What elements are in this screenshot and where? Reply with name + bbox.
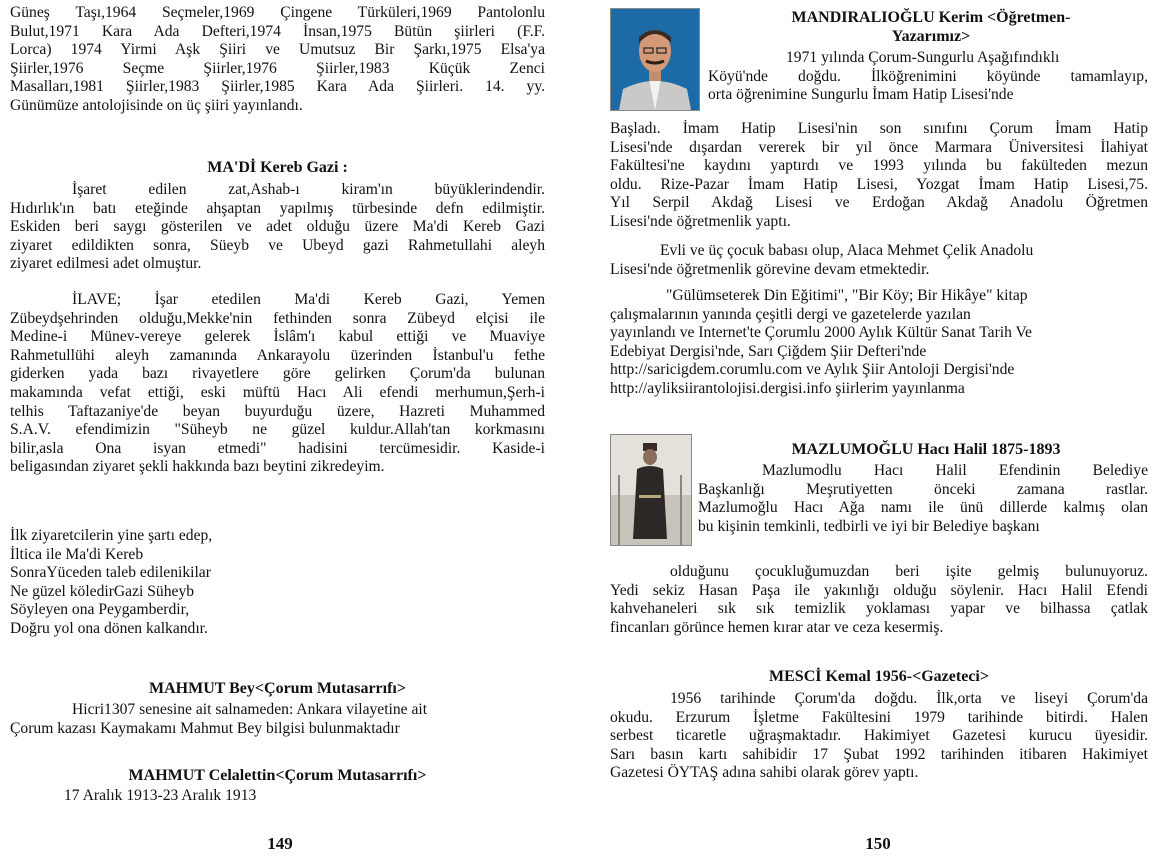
mandiralioglu-heading-cont: Yazarımız> <box>891 28 971 45</box>
text-line: çalışmalarının yanında çeşitli dergi ve gazetelerde yazılan <box>610 305 971 323</box>
mesci-paragraph <box>610 690 1148 783</box>
mandiralioglu-paragraph-3 <box>610 287 1148 399</box>
text-line: Başladı. İmam Hatip Lisesi'nin son sınıfını Çorum İmam Hatip <box>610 120 1148 137</box>
text-line: 1971 yılında Çorum-Sungurlu Aşağıfındıklı <box>786 49 1060 66</box>
portrait-image <box>611 435 691 545</box>
text-line: Bulut,1971 Kara Ada Defteri,1974 İnsan,1975 Bütün şiirleri (F.F. <box>10 22 545 40</box>
page-number: 150 <box>865 834 891 853</box>
verse-line: SonraYüceden taleb edilenikilar <box>10 564 211 582</box>
text-line: Lisesi'nde dışardan vererek bir yıl önce Marmara Üniversitesi İlahiyat <box>610 138 1148 156</box>
mandiralioglu-paragraph-1 <box>610 120 1148 232</box>
text-line: ziyaret edildikten sonra, Süeyb ve Ubeyd gazi Rahmetullahi aleyh <box>10 236 545 254</box>
text-line: Lisesi'nde öğretmenlik yaptı. <box>610 212 791 230</box>
text-line: Güneş Taşı,1964 Seçmeler,1969 Çingene Türküleri,1969 Pantolonlu <box>10 4 545 21</box>
madi-heading: MA'Dİ Kereb Gazi : <box>207 159 348 176</box>
mandiralioglu-paragraph-2 <box>610 242 1148 279</box>
text-line: Sarı basın kartı sahibidir 17 Şubat 1992 tarihinden itibaren Hakimiyet <box>610 745 1148 763</box>
text-line: kahvehaneleri sık sık temizlik yoklaması yapar ve bilhassa çatlak <box>610 600 1148 618</box>
text-line: Günümüze antolojisinde on üç şiiri yayınlandı. <box>10 96 303 114</box>
text-line: Şiirler,1976 Seçme Şiirler,1976 Şiirler,1983 Küçük Zenci <box>10 59 545 77</box>
text-line: orta öğrenimine Sungurlu İmam Hatip Lisesi'nde <box>708 86 1014 104</box>
left-page <box>0 0 560 861</box>
text-line: Mazlumodlu Hacı Halil Efendinin Belediye <box>762 462 1148 479</box>
madi-verse <box>10 527 545 639</box>
mesci-heading: MESCİ Kemal 1956-<Gazeteci> <box>769 668 989 685</box>
text-line: Hıdırlık'ın batı eteğinde ahşaptan yapılmış türbesinde defn edilmiştir. <box>10 199 545 217</box>
text-line: Masalları,1981 Şiirler,1983 Şiirler,1985 Kara Ada Şiirleri. 14. yy. <box>10 78 545 96</box>
mahmut-bey-heading: MAHMUT Bey<Çorum Mutasarrıfı> <box>148 680 406 697</box>
text-line: giderken yada bazı rivayetlere göre gelirken Çorum'da bulunan <box>10 365 545 383</box>
mazlumoglu-heading: MAZLUMOĞLU Hacı Halil 1875-1893 <box>791 441 1061 458</box>
mahmut-celalettin-heading: MAHMUT Celalettin<Çorum Mutasarrıfı> <box>128 767 427 784</box>
mazlumoglu-paragraph <box>610 563 1148 637</box>
text-line: makamında vefat ettiği, eski müftü Hacı Ali efendi merhumun,Şerh-i <box>10 383 545 401</box>
verse-line: İltica ile Ma'di Kereb <box>10 545 144 563</box>
text-line: oldu. Rize-Pazar İmam Hatip Lisesi, Yozgat İmam Hatip Lisesi,75. <box>610 175 1148 193</box>
text-line: Hicri1307 senesine ait salnameden: Ankara vilayetine ait <box>72 701 428 718</box>
mahmut-celalettin-dates: 17 Aralık 1913-23 Aralık 1913 <box>64 787 257 804</box>
text-line: Çorum kazası Kaymakamı Mahmut Bey bilgisi bulunmaktadır <box>10 719 400 737</box>
text-line: İşaret edilen zat,Ashab-ı kiram'ın büyüklerindendir. <box>72 181 545 198</box>
text-line: S.A.V. efendimizin "Süheyb ne güzel kuldur.Allah'tan korkmasını <box>10 421 545 439</box>
text-line: Lisesi'nde öğretmenlik görevine devam etmektedir. <box>610 260 930 278</box>
text-line: beligasından ziyaret şekli hakkında bazı beytini zikredeyim. <box>10 458 385 476</box>
text-line: İLAVE; İşar etedilen Ma'di Kereb Gazi, Yemen <box>72 291 545 308</box>
mahmut-bey-paragraph <box>10 701 545 738</box>
text-line: Yıl Serpil Akdağ Lisesi ve Erdoğan Akdağ Anadolu Öğretmen <box>610 194 1148 212</box>
text-line: fincanları görünce hemen kırar atar ve ceza kesermiş. <box>610 618 944 636</box>
text-line: yayınlandı ve Internet'te Çorumlu 2000 Aylık Kültür Sanat Tarih Ve <box>610 324 1032 342</box>
mandiralioglu-heading: MANDIRALIOĞLU Kerim <Öğretmen- <box>791 9 1071 26</box>
mandiralioglu-portrait <box>610 8 700 111</box>
mazlumoglu-portrait <box>610 434 692 546</box>
verse-line: Ne güzel köledirGazi Süheyb <box>10 582 195 600</box>
text-line: Mazlumoğlu Hacı Ağa namı ile ünü dillerde kalmış olan <box>698 499 1148 517</box>
text-line: Köyü'nde doğdu. İlköğrenimini köyünde tamamlayıp, <box>708 67 1148 85</box>
text-line: bu kişinin temkinli, tedbirli ve iyi bir Belediye başkanı <box>698 517 1040 535</box>
text-line: 1956 tarihinde Çorum'da doğdu. İlk,orta ve liseyi Çorum'da <box>670 690 1148 707</box>
text-line: Yedi sekiz Hasan Paşa ile yakınlığı olduğu söylenir. Hacı Halil Efendi <box>610 581 1148 599</box>
verse-line: Doğru yol ona dönen kalkandır. <box>10 619 208 637</box>
text-line: bilir,asla Ona isyan etmedi" hadisini tercümesidir. Kaside-i <box>10 439 545 457</box>
text-line: serbest ticaretle uğraşmaktadır. Hakimiyet Gazetesi kurucu üyesidir. <box>610 727 1148 745</box>
text-line: "Gülümseterek Din Eğitimi", "Bir Köy; Bir Hikâye" kitap <box>666 287 1028 304</box>
portrait-image <box>611 9 699 110</box>
text-line: ziyaret edilmesi adet olmuştur. <box>10 255 202 273</box>
text-line: Lorca) 1974 Yirmi Aşk Şiiri ve Umutsuz Bir Şarkı,1975 Elsa'ya <box>10 41 545 59</box>
verse-line: Söyleyen ona Peygamberdir, <box>10 601 190 619</box>
page-number: 149 <box>267 834 293 853</box>
text-line: Rahmetullühi aleyh zamanında Ankarayolu üzerinden İstanbul'u fethe <box>10 346 545 364</box>
text-line: Evli ve üç çocuk babası olup, Alaca Mehmet Çelik Anadolu <box>660 242 1034 259</box>
intro-paragraph <box>10 4 545 116</box>
verse-line: İlk ziyaretcilerin yine şartı edep, <box>10 527 213 544</box>
text-line: http://ayliksiirantolojisi.dergisi.info şiirlerim yayınlanma <box>610 379 965 397</box>
text-line: Fakültesi'ne kaydını yaptırdı ve 1993 yılında bu fakülteden mezun <box>610 157 1148 175</box>
text-line: Gazetesi ÖYTAŞ adına sahibi olarak görev yaptı. <box>610 764 919 782</box>
text-line: Başkanlığı Meşrutiyetten önceki zamana rastlar. <box>698 480 1148 498</box>
mandiralioglu-beside-text <box>708 49 1148 105</box>
text-line: telhis Taftazaniye'de beyan buyurduğu üzere, Hazreti Muhammed <box>10 402 545 420</box>
text-line: http://saricigdem.corumlu.com ve Aylık Şiir Antoloji Dergisi'nde <box>610 361 1015 379</box>
text-line: Zübeydşehrinden olduğu,Mekke'nin fethinden sonra Zübeyd elçisi ile <box>10 309 545 327</box>
text-line: olduğunu çocukluğumuzdan beri işite gelmiş bulunuyoruz. <box>670 563 1148 580</box>
text-line: Eskiden beri saygı gösterilen ve adet olduğu üzere Ma'di Kereb Gazi <box>10 218 545 236</box>
madi-paragraph-1 <box>10 181 545 274</box>
text-line: Medine-i Münev-vereye gelerek İslâm'ı kabul ettiği ve Muaviye <box>10 328 545 346</box>
text-line: Edebiyat Dergisi'nde, Sarı Çiğdem Şiir Defteri'nde <box>610 342 927 360</box>
right-page <box>598 0 1154 861</box>
mazlumoglu-beside-text <box>698 462 1148 536</box>
text-line: okudu. Erzurum İşletme Fakültesini 1979 tarihinde bitirdi. Halen <box>610 708 1148 726</box>
madi-paragraph-2 <box>10 291 545 477</box>
